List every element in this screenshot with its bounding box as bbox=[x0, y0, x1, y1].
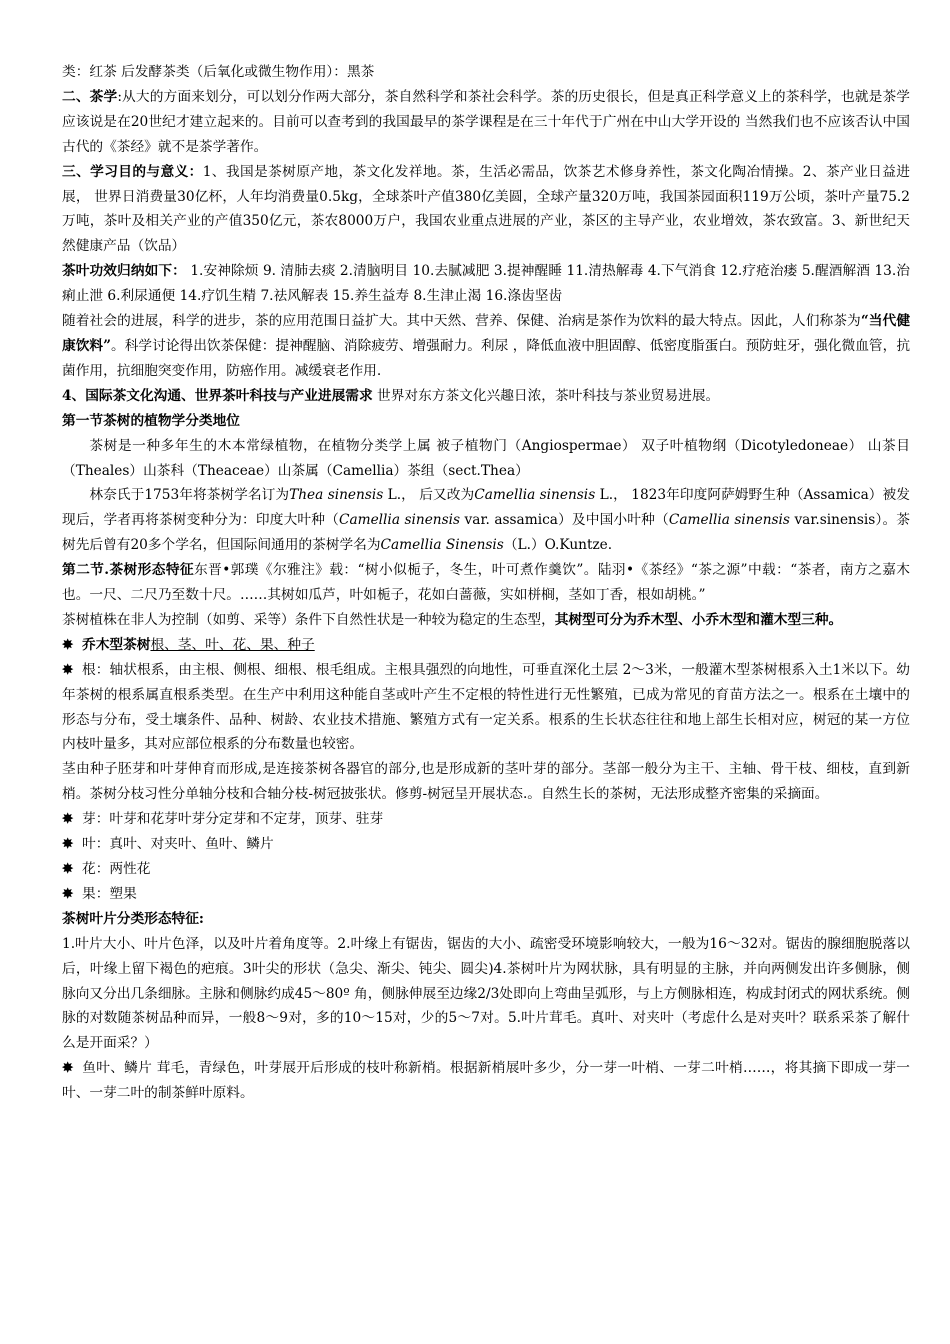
paragraph-morphology bbox=[62, 558, 910, 608]
paragraph-leaf-features bbox=[62, 932, 910, 1057]
bullet-arbor bbox=[62, 633, 910, 658]
bullet-scale-leaf bbox=[62, 1056, 910, 1106]
health-text-c: 。科学讨论得出饮茶保健：提神醒脑、消除疲劳、增强耐力。利尿 ，降低血液中胆固醇、低密度脂蛋白。预防蛀牙，强化微血管，抗菌作用，抗细胞突变作用，防癌作用。减缓衰老作用. bbox=[62, 337, 911, 379]
scientific-name: Thea sinensis bbox=[289, 487, 384, 504]
morphology-text: 东晋•郭璞《尔雅注》载：“树小似栀子，冬生，叶可煮作羹饮”。陆羽•《茶经》“茶之源”中载：“茶者，南方之嘉木也。一尺、二尺乃至数十尺。……其树如瓜芦，叶如栀子，花如白蔷薇，实如栟榈，茎如丁香，根如胡桃。” bbox=[62, 562, 910, 604]
naming-text-1: 林奈氏于1753年将茶树学名订为 bbox=[89, 487, 290, 504]
flower-text: 花：两性花 bbox=[82, 861, 151, 877]
paragraph-effects bbox=[62, 259, 910, 309]
paragraph-taxonomy bbox=[62, 434, 910, 484]
stem-text: 茎由种子胚芽和叶芽伸育而形成,是连接茶树各器官的部分,也是形成新的茎叶芽的部分。茎部一般分为主干、主轴、骨干枝、细枝，直到新梢。茶树分枝习性分单轴分枝和合轴分枝-树冠披张状。修剪-树冠呈开展状态.。自然生长的茶树，无法形成整齐密集的采摘面。 bbox=[62, 761, 910, 803]
naming-text-5: var.sinensis）。茶树先后曾有20多个学名，但国际间通用的茶树学名为 bbox=[62, 512, 910, 554]
star-bullet-icon: ✸ bbox=[62, 836, 74, 853]
arbor-parts: 根、茎、叶、花、果、种子 bbox=[150, 636, 315, 653]
leaf-text: 叶：真叶、对夹叶、鱼叶、鳞片 bbox=[82, 836, 274, 853]
effects-text: 1.安神除烦 9. 清肺去痰 2.清脑明目 10.去腻减肥 3.提神醒睡 11.清热解毒 4.下气消食 12.疗疮治瘘 5.醒酒解酒 13.治痢止泄 6.利尿通便 14.疗饥生精 7.祛风解表 15.养生益寿 8.生津止渴 16.涤齿坚齿 bbox=[62, 263, 910, 305]
naming-text-3: L.， 1823年印度阿萨姆野生种（Assamica）被发现后，学者再将茶树变种分为：印度大叶种（ bbox=[62, 487, 910, 529]
scale-leaf-text: 鱼叶、鳞片 茸毛，青绿色，叶芽展开后形成的枝叶称新梢。根据新梢展叶多少，分一芽一叶梢、一芽二叶梢……，将其摘下即成一芽一叶、一芽二叶的制茶鲜叶原料。 bbox=[62, 1060, 910, 1102]
scientific-name: Camellia sinensis bbox=[474, 487, 596, 504]
root-text: 根：轴状根系，由主根、侧根、细根、根毛组成。主根具强烈的向地性，可垂直深化土层 2～3米，一般灌木型茶树根系入土1米以下。幼年茶树的根系属直根系类型。在生产中利用这种能自茎或叶产生不定根的特性进行无性繁殖，已成为常见的育苗方法之一。根系在土壤中的形态与分布，受土壤条件、品种、树龄、农业技术措施、繁殖方式有一定关系。根系的生长状态往往和地上部生长相对应，树冠的某一方位内枝叶量多，其对应部位根系的分布数量也较密。 bbox=[62, 661, 910, 753]
star-bullet-icon: ✸ bbox=[62, 661, 74, 678]
star-bullet-icon: ✸ bbox=[62, 1060, 74, 1077]
fruit-text: 果：塑果 bbox=[82, 885, 137, 902]
paragraph-health bbox=[62, 309, 910, 384]
leaf-features-text: 1.叶片大小、叶片色泽，以及叶片着角度等。2.叶缘上有锯齿，锯齿的大小、疏密受环境影响较大，一般为16～32对。锯齿的腺细胞脱落以后，叶缘上留下褐色的疤痕。3叶尖的形状（急尖、渐尖、钝尖、圆尖)4.茶树叶片为网状脉，具有明显的主脉，并向两侧发出许多侧脉，侧脉向又分出几条细脉。主脉和侧脉约成45～80º 角，侧脉伸展至边缘2/3处即向上弯曲呈弧形，与上方侧脉相连，构成封闭式的网状系统。侧脉的对数随茶树品种而异，一般8～9对，多的10～15对，少的5～7对。5.叶片茸毛。真叶、对夹叶（考虑什么是对夹叶？联系采茶了解什么是开面采？） bbox=[62, 935, 910, 1052]
international-text: 世界对东方茶文化兴趣日浓，茶叶科技与茶业贸易进展。 bbox=[372, 387, 720, 404]
arbor-label: 乔木型茶树 bbox=[82, 636, 151, 653]
star-bullet-icon: ✸ bbox=[62, 861, 74, 877]
paragraph-tea-science bbox=[62, 85, 910, 160]
purpose-heading: 三、学习目的与意义： bbox=[62, 163, 203, 180]
section2-title: 第二节.茶树形态特征 bbox=[62, 562, 195, 579]
paragraph-international bbox=[62, 384, 910, 409]
scientific-name: Camellia sinensis bbox=[338, 512, 461, 529]
tree-types-text: 茶树植株在非人为控制（如剪、采等）条件下自然性状是一种较为稳定的生态型， bbox=[62, 611, 555, 628]
health-drink-term: “当代健康饮料” bbox=[62, 313, 911, 354]
bullet-leaf bbox=[62, 832, 910, 857]
bullet-flower bbox=[62, 857, 910, 882]
paragraph-tea-types bbox=[62, 60, 910, 85]
bullet-bud bbox=[62, 807, 910, 832]
international-heading: 4、国际茶文化沟通、世界茶叶科技与产业进展需求 bbox=[62, 387, 373, 404]
health-text-a: 随着社会的进展，科学的进步，茶的应用范围日益扩大。其中天然、营养、保健、治病是茶作为饮料的最大特点。因此，人们称茶为 bbox=[62, 313, 861, 330]
tree-types-bold: 其树型可分为乔木型、小乔木型和灌木型三种。 bbox=[554, 611, 843, 628]
bullet-fruit bbox=[62, 882, 910, 907]
paragraph-naming bbox=[62, 483, 910, 558]
scientific-name: Camellia Sinensis bbox=[380, 537, 504, 554]
tea-science-text: :从大的方面来划分，可以划分作两大部分，茶自然科学和茶社会科学。茶的历史很长，但是真正科学意义上的茶科学，也就是茶学应该说是在20世纪才建立起来的。目前可以查考到的我国最早的茶学课程是在三十年代于广州在中山大学开设的 当然我们也不应该否认中国古代的《茶经》就不是茶学著作。 bbox=[62, 88, 910, 155]
bullet-root bbox=[62, 658, 910, 758]
taxonomy-text: 茶树是一种多年生的木本常绿植物，在植物分类学上属 被子植物门（Angiospermae） 双子叶植物纲（Dicotyledoneae） 山茶目（Theales）山茶科（Theaceae）山茶属（Camellia）茶组（sect.Thea） bbox=[62, 437, 910, 479]
naming-text-2: L.， 后又改为 bbox=[383, 487, 475, 504]
purpose-text: 1、我国是茶树原产地，茶文化发祥地。茶，生活必需品，饮茶艺术修身养性，茶文化陶冶情操。2、茶产业日益进展， 世界日消费量30亿杯，人年均消费量0.5kg，全球茶叶产值380亿美圆，全球产量320万吨，我国茶园面积119万公顷，茶叶产量75.2万吨，茶叶及相关产业的产值350亿元，茶农8000万户，我国农业重点进展的产业，茶区的主导产业，农业增效，茶农致富。3、新世纪天然健康产品（饮品） bbox=[62, 163, 910, 255]
naming-text-4: var. assamica）及中国小叶种（ bbox=[460, 512, 669, 529]
star-bullet-icon: ✸ bbox=[62, 885, 74, 902]
bud-text: 芽：叶芽和花芽叶芽分定芽和不定芽，顶芽、驻芽 bbox=[82, 811, 384, 828]
tea-science-heading: 二、茶学 bbox=[62, 88, 118, 105]
scientific-name: Camellia sinensis bbox=[668, 512, 790, 529]
tea-types-text: 类：红茶 后发酵茶类（后氧化或微生物作用）：黑茶 bbox=[62, 64, 375, 80]
paragraph-stem bbox=[62, 757, 910, 807]
naming-text-6: （L.）O.Kuntze. bbox=[503, 537, 613, 554]
effects-heading: 茶叶功效归纳如下： bbox=[62, 263, 186, 280]
star-bullet-icon: ✸ bbox=[62, 811, 74, 828]
paragraph-purpose bbox=[62, 160, 910, 260]
star-bullet-icon: ✸ bbox=[62, 636, 74, 653]
section1-title: 第一节茶树的植物学分类地位 bbox=[62, 412, 240, 429]
leaf-features-title: 茶树叶片分类形态特征: bbox=[62, 910, 204, 927]
paragraph-tree-types bbox=[62, 608, 910, 633]
